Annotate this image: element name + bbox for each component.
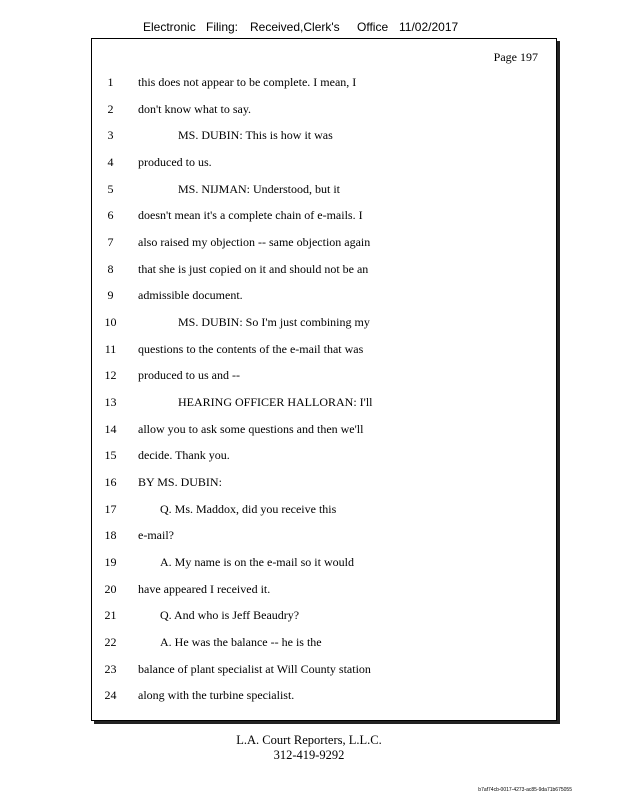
line-number: 4: [107, 155, 114, 169]
transcript-line: [92, 262, 556, 278]
line-text: that she is just copied on it and should not be an: [138, 262, 369, 276]
line-number: 10: [104, 315, 117, 329]
transcript-line: [92, 662, 556, 678]
line-number: 18: [104, 528, 117, 542]
line-text: doesn't mean it's a complete chain of e-mails. I: [138, 208, 363, 222]
line-number: 15: [104, 448, 117, 462]
line-number: 13: [104, 395, 117, 409]
line-number: 14: [104, 422, 117, 436]
line-text: A. My name is on the e-mail so it would: [160, 555, 354, 569]
transcript-line: [92, 688, 556, 704]
transcript-page: [91, 38, 557, 721]
line-number: 7: [107, 235, 114, 249]
page-number: Page 197: [493, 50, 538, 64]
transcript-line: [92, 422, 556, 438]
transcript-line: [92, 315, 556, 331]
line-text: MS. DUBIN: This is how it was: [178, 128, 333, 142]
line-number: 24: [104, 688, 117, 702]
header-filing: Filing:: [206, 20, 239, 34]
line-text: Q. And who is Jeff Beaudry?: [160, 608, 300, 622]
transcript-line: [92, 342, 556, 358]
line-number: 3: [107, 128, 114, 142]
line-number: 11: [104, 342, 117, 356]
document-hash: b7af74cb-0017-4273-ac85-9da71b675055: [478, 787, 572, 793]
transcript-line: [92, 555, 556, 571]
line-text: HEARING OFFICER HALLORAN: I'll: [178, 395, 373, 409]
transcript-line: [92, 582, 556, 598]
transcript-line: [92, 102, 556, 118]
filing-stamp-header: [0, 20, 618, 38]
line-text: e-mail?: [138, 528, 174, 542]
transcript-line: [92, 155, 556, 171]
line-number: 19: [104, 555, 117, 569]
line-text: don't know what to say.: [138, 102, 252, 116]
line-text: BY MS. DUBIN:: [138, 475, 222, 489]
line-text: produced to us and --: [138, 368, 240, 382]
header-received: Received,Clerk's: [250, 20, 340, 34]
transcript-line: [92, 208, 556, 224]
header-office: Office: [357, 20, 389, 34]
line-number: 20: [104, 582, 117, 596]
line-number: 2: [107, 102, 114, 116]
transcript-line: [92, 608, 556, 624]
line-text: decide. Thank you.: [138, 448, 230, 462]
transcript-line: [92, 448, 556, 464]
line-number: 21: [104, 608, 117, 622]
transcript-line: [92, 368, 556, 384]
transcript-line: [92, 635, 556, 651]
line-number: 1: [107, 75, 114, 89]
line-text: MS. NIJMAN: Understood, but it: [178, 182, 341, 196]
footer-company: L.A. Court Reporters, L.L.C.: [236, 733, 382, 747]
line-text: questions to the contents of the e-mail that was: [138, 342, 364, 356]
line-number: 5: [107, 182, 114, 196]
line-number: 16: [104, 475, 117, 489]
transcript-line: [92, 475, 556, 491]
transcript-line: [92, 75, 556, 91]
line-number: 9: [107, 288, 114, 302]
line-number: 22: [104, 635, 117, 649]
line-text: this does not appear to be complete. I mean, I: [138, 75, 357, 89]
transcript-line: [92, 182, 556, 198]
transcript-line: [92, 528, 556, 544]
header-date: 11/02/2017: [399, 20, 459, 34]
line-text: allow you to ask some questions and then we'll: [138, 422, 364, 436]
transcript-line: [92, 235, 556, 251]
line-text: along with the turbine specialist.: [138, 688, 295, 702]
line-text: admissible document.: [138, 288, 243, 302]
header-electronic: Electronic: [143, 20, 196, 34]
line-text: balance of plant specialist at Will County station: [138, 662, 371, 676]
transcript-line: [92, 128, 556, 144]
line-number: 17: [104, 502, 117, 516]
line-number: 6: [107, 208, 114, 222]
line-text: A. He was the balance -- he is the: [160, 635, 322, 649]
line-number: 8: [107, 262, 114, 276]
line-number: 23: [104, 662, 117, 676]
line-text: have appeared I received it.: [138, 582, 271, 596]
transcript-line: [92, 288, 556, 304]
line-text: MS. DUBIN: So I'm just combining my: [178, 315, 370, 329]
line-text: also raised my objection -- same objection again: [138, 235, 371, 249]
line-text: produced to us.: [138, 155, 212, 169]
transcript-line: [92, 502, 556, 518]
line-number: 12: [104, 368, 117, 382]
transcript-line: [92, 395, 556, 411]
footer-phone: 312-419-9292: [273, 748, 345, 762]
line-text: Q. Ms. Maddox, did you receive this: [160, 502, 337, 516]
